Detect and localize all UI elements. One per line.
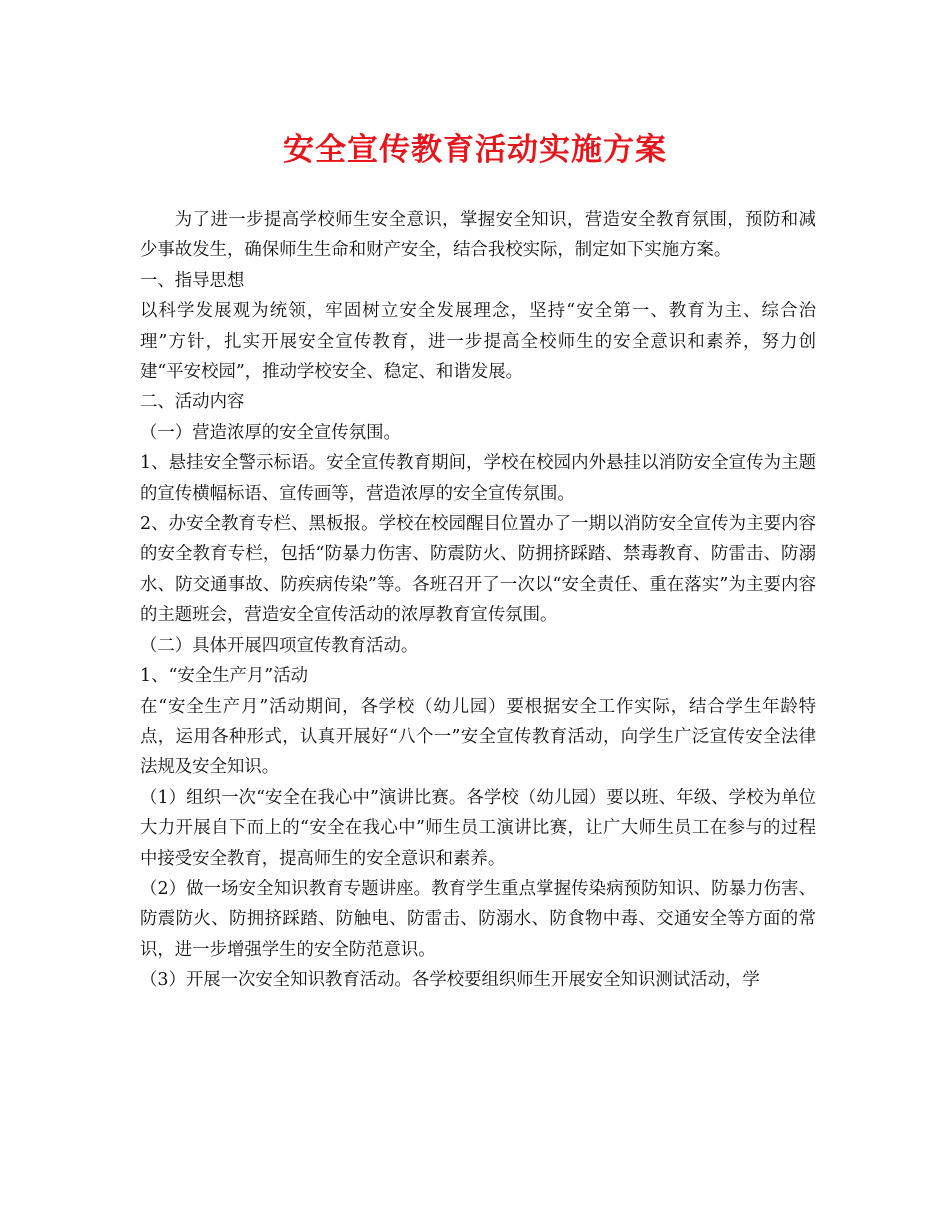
heading-guiding-thought: 一、指导思想 bbox=[140, 270, 245, 291]
paragraph-knowledge-activity: （3）开展一次安全知识教育活动。各学校要组织师生开展安全知识测试活动，学 bbox=[140, 970, 760, 991]
paragraph-intro: 为了进一步提高学校师生安全意识，掌握安全知识，营造安全教育氛围，预防和减少事故发生，确保师生生命和财产安全，结合我校实际，制定如下实施方案。 bbox=[140, 210, 816, 261]
paragraph-safety-month: 在“安全生产月”活动期间，各学校（幼儿园）要根据安全工作实际，结合学生年龄特点，运用各种形式，认真开展好“八个一”安全宣传教育活动，向学生广泛宣传安全法律法规及安全知识。 bbox=[140, 696, 816, 778]
subheading-atmosphere: （一）营造浓厚的安全宣传氛围。 bbox=[140, 422, 401, 443]
subheading-four-activities: （二）具体开展四项宣传教育活动。 bbox=[140, 635, 419, 656]
paragraph-lecture: （2）做一场安全知识教育专题讲座。教育学生重点掌握传染病预防知识、防暴力伤害、防震防火、防拥挤踩踏、防触电、防雷击、防溺水、防食物中毒、交通安全等方面的常识，进一步增强学生的安全防范意识。 bbox=[140, 878, 816, 960]
paragraph-slogans: 1、悬挂安全警示标语。安全宣传教育期间，学校在校园内外悬挂以消防安全宣传为主题的宣传横幅标语、宣传画等，营造浓厚的安全宣传氛围。 bbox=[140, 453, 816, 504]
paragraph-guiding-thought: 以科学发展观为统领，牢固树立安全发展理念，坚持“安全第一、教育为主、综合治理”方针，扎实开展安全宣传教育，进一步提高全校师生的安全意识和素养，努力创建“平安校园”，推动学校安全、稳定、和谐发展。 bbox=[140, 301, 816, 383]
heading-safety-month: 1、“安全生产月”活动 bbox=[140, 666, 308, 687]
document-body bbox=[140, 205, 816, 995]
paragraph-columns: 2、办安全教育专栏、黑板报。学校在校园醒目位置办了一期以消防安全宣传为主要内容的安全教育专栏，包括“防暴力伤害、防震防火、防拥挤踩踏、禁毒教育、防雷击、防溺水、防交通事故、防疾病传染”等。各班召开了一次以“安全责任、重在落实”为主要内容的主题班会，营造安全宣传活动的浓厚教育宣传氛围。 bbox=[140, 514, 816, 626]
document-title: 安全宣传教育活动实施方案 bbox=[283, 132, 667, 168]
heading-activity-content: 二、活动内容 bbox=[140, 392, 245, 413]
paragraph-speech-contest: （1）组织一次“安全在我心中”演讲比赛。各学校（幼儿园）要以班、年级、学校为单位大力开展自下而上的“安全在我心中”师生员工演讲比赛，让广大师生员工在参与的过程中接受安全教育，提高师生的安全意识和素养。 bbox=[140, 787, 816, 869]
